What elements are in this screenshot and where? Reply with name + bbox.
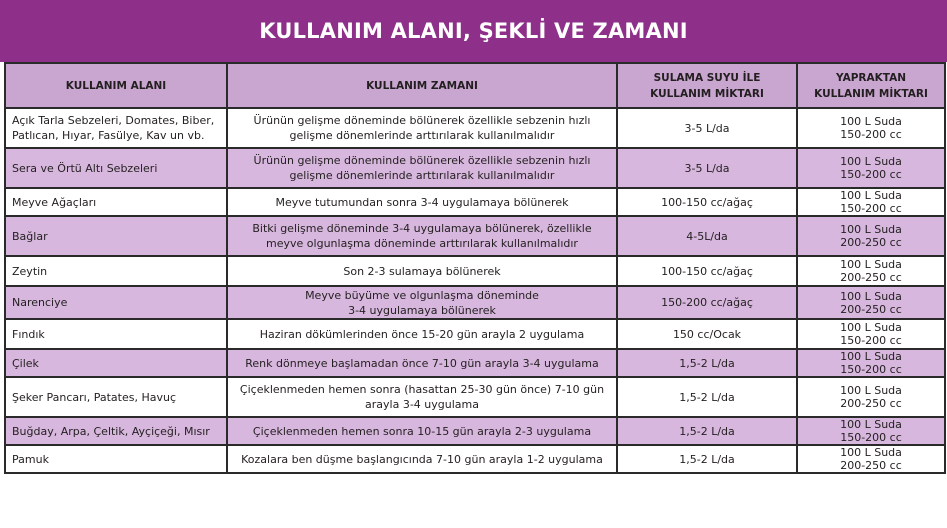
- area-cell-text: Buğday, Arpa, Çeltik, Ayçiçeği, Mısır: [12, 424, 210, 438]
- water-amount-cell-text: 3-5 L/da: [684, 121, 730, 135]
- area-cell: [5, 256, 227, 286]
- area-cell-text-line2: Patlıcan, Hıyar, Fasülye, Kav un vb.: [12, 129, 205, 142]
- table-row: [5, 108, 945, 148]
- water-amount-cell-text: 100-150 cc/ağaç: [661, 264, 753, 278]
- foliar-amount-cell: [797, 349, 945, 377]
- time-cell-text: Renk dönmeye başlamadan önce 7-10 gün arayla 3-4 uygulama: [245, 356, 599, 370]
- area-cell-text: Bağlar: [12, 229, 48, 243]
- area-cell: [5, 216, 227, 256]
- table-header-row: [5, 63, 945, 108]
- area-cell: [5, 286, 227, 319]
- area-cell: [5, 108, 227, 148]
- title-banner: [0, 0, 947, 62]
- area-cell: [5, 188, 227, 216]
- foliar-amount-cell: [797, 319, 945, 349]
- foliar-amount-cell-text: 100 L Suda: [840, 258, 902, 271]
- time-cell-text-line2: gelişme dönemlerinde arttırılarak kullanılmalıdır: [289, 169, 555, 182]
- time-cell: [227, 377, 617, 417]
- area-cell: [5, 377, 227, 417]
- water-amount-cell-text: 1,5-2 L/da: [679, 390, 735, 404]
- area-cell-text: Meyve Ağaçları: [12, 195, 97, 209]
- table-row: [5, 349, 945, 377]
- table-row: [5, 216, 945, 256]
- usage-table: [4, 62, 946, 474]
- water-amount-cell-text: 100-150 cc/ağaç: [661, 195, 753, 209]
- table-row: [5, 256, 945, 286]
- time-cell-text: Ürünün gelişme döneminde bölünerek özellikle sebzenin hızlı: [253, 154, 591, 167]
- foliar-amount-cell-text: 100 L Suda: [840, 289, 902, 303]
- time-cell-text: Kozalara ben düşme başlangıcında 7-10 gün arayla 1-2 uygulama: [241, 452, 603, 466]
- foliar-amount-cell-text: 100 L Suda: [840, 115, 902, 128]
- time-cell: [227, 445, 617, 473]
- time-cell: [227, 256, 617, 286]
- foliar-amount-cell-text-line2: 200-250 cc: [840, 236, 902, 249]
- foliar-amount-cell-text: 100 L Suda: [840, 189, 902, 202]
- time-cell: [227, 349, 617, 377]
- foliar-amount-cell-text: 100 L Suda: [840, 321, 902, 334]
- area-cell-text: Narenciye: [12, 296, 68, 309]
- foliar-amount-cell-text-line2: 150-200 cc: [840, 168, 902, 181]
- foliar-amount-cell-text: 100 L Suda: [840, 384, 902, 397]
- foliar-amount-cell-text-line2: 200-250 cc: [840, 397, 902, 410]
- time-cell-text: Meyve tutumundan sonra 3-4 uygulamaya bölünerek: [275, 195, 569, 209]
- foliar-amount-cell-text: 100 L Suda: [840, 418, 902, 431]
- foliar-amount-cell: [797, 286, 945, 319]
- area-cell-text: Fındık: [12, 327, 45, 341]
- time-cell: [227, 216, 617, 256]
- time-cell-text: Çiçeklenmeden hemen sonra (hasattan 25-30 gün önce) 7-10 gün: [239, 383, 605, 396]
- water-amount-cell-text: 150 cc/Ocak: [672, 327, 742, 341]
- water-amount-cell: [617, 349, 797, 377]
- time-cell: [227, 319, 617, 349]
- time-cell-text-line2: arayla 3-4 uygulama: [365, 398, 479, 411]
- foliar-amount-cell: [797, 417, 945, 445]
- time-cell-text: Haziran dökümlerinden önce 15-20 gün arayla 2 uygulama: [259, 327, 585, 341]
- foliar-amount-cell-text-line2: 150-200 cc: [840, 334, 902, 347]
- foliar-amount-cell-text-line2: 150-200 cc: [840, 128, 902, 141]
- water-amount-cell-text: 1,5-2 L/da: [679, 424, 735, 438]
- foliar-amount-cell-text-line2: 200-250 cc: [840, 271, 902, 284]
- table-row: [5, 377, 945, 417]
- water-amount-cell: [617, 108, 797, 148]
- time-cell: [227, 148, 617, 188]
- area-cell: [5, 349, 227, 377]
- water-amount-cell-text: 1,5-2 L/da: [679, 452, 735, 466]
- area-cell-text: Şeker Pancarı, Patates, Havuç: [12, 390, 177, 404]
- foliar-amount-cell-text: 100 L Suda: [840, 155, 902, 168]
- foliar-amount-cell-text-line2: 150-200 cc: [840, 202, 902, 215]
- water-amount-cell-text: 1,5-2 L/da: [679, 356, 735, 370]
- area-cell-text: Pamuk: [12, 452, 49, 466]
- table-row: [5, 188, 945, 216]
- foliar-amount-cell-text-line2: 150-200 cc: [840, 363, 902, 376]
- time-cell-text-line2: meyve olgunlaşma döneminde arttırılarak kullanılmalıdır: [266, 237, 578, 250]
- foliar-amount-cell: [797, 256, 945, 286]
- water-amount-cell: [617, 377, 797, 417]
- foliar-amount-cell: [797, 216, 945, 256]
- water-amount-cell: [617, 417, 797, 445]
- table-row: [5, 286, 945, 319]
- table-row: [5, 417, 945, 445]
- time-cell-text: Bitki gelişme döneminde 3-4 uygulamaya bölünerek, özellikle: [252, 222, 592, 235]
- area-cell-text: Çilek: [12, 356, 39, 370]
- water-amount-cell-text: 3-5 L/da: [684, 161, 730, 175]
- time-cell-text: Meyve büyüme ve olgunlaşma döneminde: [305, 288, 539, 302]
- time-cell-text: Çiçeklenmeden hemen sonra 10-15 gün arayla 2-3 uygulama: [252, 424, 592, 438]
- water-amount-cell: [617, 216, 797, 256]
- foliar-amount-cell: [797, 148, 945, 188]
- area-cell-text: Sera ve Örtü Altı Sebzeleri: [12, 161, 158, 175]
- area-cell: [5, 445, 227, 473]
- time-cell: [227, 286, 617, 319]
- area-cell-text: Açık Tarla Sebzeleri, Domates, Biber,: [12, 114, 215, 127]
- foliar-amount-cell-text: 100 L Suda: [840, 446, 902, 459]
- water-amount-cell-text: 150-200 cc/ağaç: [661, 296, 753, 309]
- area-cell-text: Zeytin: [12, 264, 48, 278]
- time-cell: [227, 188, 617, 216]
- foliar-amount-cell: [797, 377, 945, 417]
- foliar-amount-cell: [797, 188, 945, 216]
- foliar-amount-cell: [797, 108, 945, 148]
- foliar-amount-cell-text: 100 L Suda: [840, 350, 902, 363]
- table-row: [5, 148, 945, 188]
- time-cell: [227, 417, 617, 445]
- time-cell-text-line2: 3-4 uygulamaya bölünerek: [348, 303, 496, 317]
- header-time: KULLANIM ZAMANI: [227, 63, 617, 108]
- area-cell: [5, 417, 227, 445]
- foliar-amount-cell-text-line2: 200-250 cc: [840, 459, 902, 472]
- foliar-amount-cell-text-line2: 200-250 cc: [840, 302, 902, 316]
- water-amount-cell: [617, 286, 797, 319]
- foliar-amount-cell-text-line2: 150-200 cc: [840, 431, 902, 444]
- water-amount-cell: [617, 188, 797, 216]
- water-amount-cell: [617, 148, 797, 188]
- time-cell-text: Ürünün gelişme döneminde bölünerek özellikle sebzenin hızlı: [253, 114, 591, 127]
- area-cell: [5, 148, 227, 188]
- header-foliar-amount: YAPRAKTAN KULLANIM MİKTARI: [797, 63, 945, 108]
- water-amount-cell-text: 4-5L/da: [686, 229, 728, 243]
- header-area: KULLANIM ALANI: [5, 63, 227, 108]
- water-amount-cell: [617, 256, 797, 286]
- header-water-amount: SULAMA SUYU İLE KULLANIM MİKTARI: [617, 63, 797, 108]
- foliar-amount-cell-text: 100 L Suda: [840, 223, 902, 236]
- foliar-amount-cell: [797, 445, 945, 473]
- water-amount-cell: [617, 445, 797, 473]
- time-cell: [227, 108, 617, 148]
- water-amount-cell: [617, 319, 797, 349]
- time-cell-text-line2: gelişme dönemlerinde arttırılarak kullanılmalıdır: [289, 129, 555, 142]
- table-row: [5, 445, 945, 473]
- area-cell: [5, 319, 227, 349]
- page-title: KULLANIM ALANI, ŞEKLİ VE ZAMANI: [259, 19, 688, 43]
- table-row: [5, 319, 945, 349]
- time-cell-text: Son 2-3 sulamaya bölünerek: [343, 264, 501, 278]
